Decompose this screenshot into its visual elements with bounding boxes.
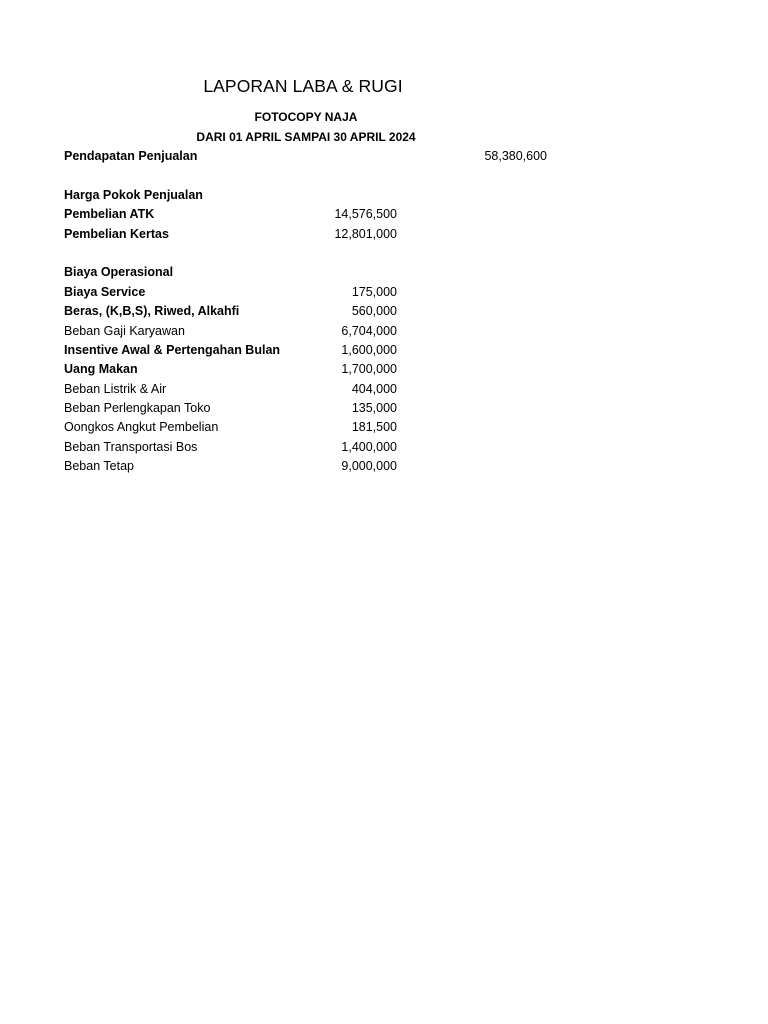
- opex-item-label: Oongkos Angkut Pembelian: [64, 420, 219, 434]
- cogs-heading-row: [64, 186, 564, 204]
- opex-item-label: Beras, (K,B,S), Riwed, Alkahfi: [64, 304, 240, 318]
- cogs-item-amount: 14,576,500: [334, 207, 397, 221]
- opex-row: [64, 399, 564, 417]
- opex-row: [64, 418, 564, 436]
- opex-row: [64, 438, 564, 456]
- cogs-heading: Harga Pokok Penjualan: [64, 188, 203, 202]
- opex-item-amount: 6,704,000: [341, 324, 397, 338]
- opex-item-amount: 1,700,000: [341, 362, 397, 376]
- opex-row: [64, 341, 564, 359]
- report-title: LAPORAN LABA & RUGI: [203, 76, 403, 96]
- revenue-label: Pendapatan Penjualan: [64, 149, 198, 163]
- opex-item-amount: 181,500: [351, 420, 397, 434]
- cogs-item-amount: 12,801,000: [334, 227, 397, 241]
- opex-item-label: Beban Tetap: [64, 459, 134, 473]
- opex-item-label: Beban Perlengkapan Toko: [64, 401, 211, 415]
- cogs-row: [64, 205, 564, 223]
- revenue-amount: 58,380,600: [484, 149, 547, 163]
- opex-item-label: Uang Makan: [64, 362, 138, 376]
- opex-item-amount: 135,000: [351, 401, 397, 415]
- opex-row: [64, 360, 564, 378]
- opex-heading: Biaya Operasional: [64, 265, 174, 279]
- cogs-item-label: Pembelian Kertas: [64, 227, 169, 241]
- revenue-row: [64, 147, 564, 165]
- opex-row: [64, 457, 564, 475]
- opex-row: [64, 302, 564, 320]
- opex-item-amount: 560,000: [351, 304, 397, 318]
- opex-item-amount: 9,000,000: [341, 459, 397, 473]
- opex-item-label: Insentive Awal & Pertengahan Bulan: [64, 343, 281, 357]
- opex-item-label: Biaya Service: [64, 285, 146, 299]
- opex-item-label: Beban Listrik & Air: [64, 382, 167, 396]
- opex-row: [64, 380, 564, 398]
- opex-item-amount: 1,400,000: [341, 440, 397, 454]
- cogs-row: [64, 225, 564, 243]
- opex-row: [64, 322, 564, 340]
- opex-item-amount: 1,600,000: [341, 343, 397, 357]
- cogs-item-label: Pembelian ATK: [64, 207, 155, 221]
- opex-item-label: Beban Gaji Karyawan: [64, 324, 185, 338]
- opex-heading-row: [64, 263, 564, 281]
- report-period: DARI 01 APRIL SAMPAI 30 APRIL 2024: [196, 130, 416, 144]
- opex-item-amount: 404,000: [351, 382, 397, 396]
- opex-row: [64, 283, 564, 301]
- opex-item-amount: 175,000: [351, 285, 397, 299]
- opex-item-label: Beban Transportasi Bos: [64, 440, 198, 454]
- company-name: FOTOCOPY NAJA: [254, 110, 358, 124]
